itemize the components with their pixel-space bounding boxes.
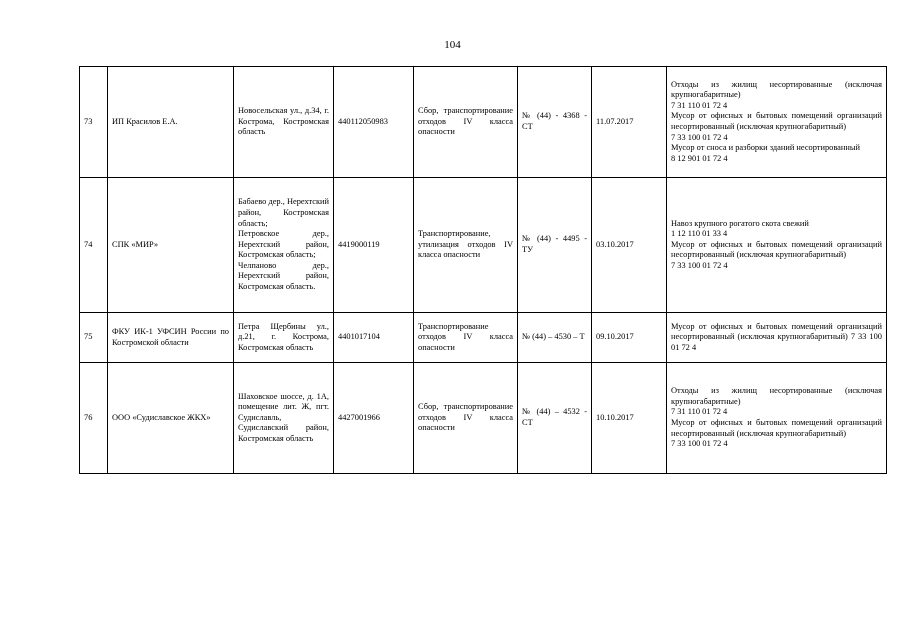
- activity-type: Сбор, транспортирование отходов IV класса опасности: [414, 363, 518, 474]
- table-row: [80, 67, 887, 178]
- organization-name: ООО «Судиславское ЖКХ»: [108, 363, 234, 474]
- activity-type: Сбор, транспортирование отходов IV класса опасности: [414, 67, 518, 178]
- organization-inn: 4401017104: [334, 313, 414, 363]
- license-date: 09.10.2017: [592, 313, 667, 363]
- license-date: 03.10.2017: [592, 178, 667, 313]
- table-row: [80, 178, 887, 313]
- waste-types: Навоз крупного рогатого скота свежий 1 12 110 01 33 4 Мусор от офисных и бытовых помещений организаций несортированный (исключая крупногабаритный) 7 33 100 01 72 4: [667, 178, 887, 313]
- waste-types: Мусор от офисных и бытовых помещений организаций несортированный (исключая крупногабаритный) 7 33 100 01 72 4: [667, 313, 887, 363]
- organization-name: ФКУ ИК-1 УФСИН России по Костромской области: [108, 313, 234, 363]
- license-number: № (44) – 4532 - СТ: [518, 363, 592, 474]
- organization-inn: 4427001966: [334, 363, 414, 474]
- license-number: № (44) - 4368 - СТ: [518, 67, 592, 178]
- license-date: 10.10.2017: [592, 363, 667, 474]
- waste-types: Отходы из жилищ несортированные (исключая крупногабаритные) 7 31 110 01 72 4 Мусор от офисных и бытовых помещений организаций несортированный (исключая крупногабаритный) 7 33 100 01 72 4 Мусор от сноса и разборки зданий несортированный 8 12 901 01 72 4: [667, 67, 887, 178]
- row-number: 73: [80, 67, 108, 178]
- table-row: [80, 363, 887, 474]
- license-number: № (44) – 4530 – Т: [518, 313, 592, 363]
- waste-types: Отходы из жилищ несортированные (исключая крупногабаритные) 7 31 110 01 72 4 Мусор от офисных и бытовых помещений организаций несортированный (исключая крупногабаритный) 7 33 100 01 72 4: [667, 363, 887, 474]
- row-number: 74: [80, 178, 108, 313]
- activity-type: Транспортирование, утилизация отходов IV класса опасности: [414, 178, 518, 313]
- organization-address: Бабаево дер., Нерехтский район, Костромская область; Петровское дер., Нерехтский район, Костромская область; Челпаново дер., Нерехтский район, Костромская область.: [234, 178, 334, 313]
- license-date: 11.07.2017: [592, 67, 667, 178]
- organization-name: ИП Красилов Е.А.: [108, 67, 234, 178]
- organization-name: СПК «МИР»: [108, 178, 234, 313]
- page-number: 104: [444, 39, 461, 51]
- registry-table: [79, 66, 887, 474]
- row-number: 76: [80, 363, 108, 474]
- row-number: 75: [80, 313, 108, 363]
- table-row: [80, 313, 887, 363]
- organization-address: Шаховское шоссе, д. 1А, помещение лит. Ж, пгт. Судиславль, Судиславский район, Костромская область: [234, 363, 334, 474]
- organization-inn: 4419000119: [334, 178, 414, 313]
- organization-address: Петра Щербины ул., д.21, г. Кострома, Костромская область: [234, 313, 334, 363]
- activity-type: Транспортирование отходов IV класса опасности: [414, 313, 518, 363]
- license-number: № (44) - 4495 - ТУ: [518, 178, 592, 313]
- organization-address: Новосельская ул., д.34, г. Кострома, Костромская область: [234, 67, 334, 178]
- organization-inn: 440112050983: [334, 67, 414, 178]
